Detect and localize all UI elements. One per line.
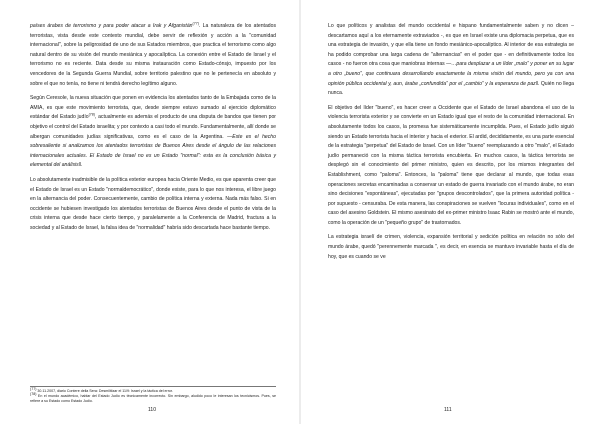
page-number-right: 111 [444,407,452,413]
paragraph-text: La estrategia israelí de crimen, violencia, expansión territorial y sedición política en relación no sólo del mundo árabe, quedó "perennemente marcada ", es decir, en esencia se mantuvo invariable hasta el día de hoy, que es cuando se ve [328,234,574,260]
footnote-text: 30.11.2007, diario Contere della Sera: Desmilitizar el 11/9: Israel y la táctica del error. [37,389,173,394]
footnote-text: En el mundo académico, hablar del Estado Judío es técnicamente incorrecto. Sin embargo, aludido poco le interesan los tecnicismos. Pues, se refiere a su Estado como Estado Judío. [30,393,277,403]
paragraph-text: El objetivo del líder "bueno", es hacer creer a Occidente que el Estado de Israel abandona el uso de la violencia terrorista exterior y se convierte en un Estado igual que el resto de la comunidad internacional. En absolutamente todos los casos, la promesa fue sistemáticamente incumplida. Pues, el Estado judío siguió siendo un Estado terrorista hacia el interior y hacia el exterior. El ardid, decididamente, es una parte esencial de la estrategia "perpetua" del Estado de Israel. Con un líder "bueno" reemplazando a otro "malo", el Estado judío permaneció con la misma táctica terrorista encubierta. En muchos casos, la táctica terrorista se desplegó sin el conocimiento del primer ministro, quien es descrito, por los mismos integrantes del Establishment, como "paloma". Entonces, la "paloma" tiene que declarar al mundo, que todas esas operaciones secretas encaminadas a conservar un estado de guerra invariado con el mundo árabe, no eran sino decisiones "espontáneas", ejecutadas por "grupos descontrolados", que la primera autoridad política - por supuesto - censuraba. De esta manera, las conspiraciones se vuelven "locuras individuales", como en el caso del asesino Goldstein. El mismo asesinato del ex-primer ministro Isaac Rabin se mostró ante el mundo, como la operación de un "pequeño grupo" de trastornados. [328,104,574,226]
paragraph-text: . La naturaleza de los atentados terroristas, vista desde este contexto mundial, debe servir de reflexión y acción a la "comunidad internacional", sobre la peligrosidad de uno de sus Estados miembros, que practica el terrorismo como algo natural dentro de su visión del mundo mesiánica y apocalíptica. La conexión entre el Estado de Israel y el terrorismo no es reciente. Data desde su misma instauración como Estado-cónsjo, impuesto por los vencedores de la Segunda Guerra Mundial, sobre territorio palestino que no le pertenecía en absoluto y sobre el que no tenía, no tiene ni tendrá derecho legítimo alguno. [30,23,277,87]
italic-quote-text: —…para desplazar a un líder „malo‟ y poner en su lugar a otro „bueno‟, que continuara desarrollando exactamente la misma visión del mundo, pero ya con una opinión pública occidental y, aun, árabe „confundida‟ por el „cambio‟ y la esperanza de paz‖. [328,61,574,87]
paragraph-text: Lo que políticos y analistas del mundo occidental e hispano fundamentalmente saben y no dicen – descartamos aquí a los eternamente extraviados -, es que en Israel existe una diplomacia perpetua, que es una estrategia de invasión, y que ella tiene un fondo mesiánico-apocalíptico. Al interior de esa estrategia se ha podido comprobar una larga cadena de "alternancias" en el poder que - en definitivamente todos los casos - no fueron otra cosa que maniobras internas [328,23,574,68]
footnote-mark: (77) [30,387,37,391]
body-paragraph [30,94,276,171]
body-paragraph [30,22,276,89]
italic-quote-text: países árabes de terrorismo y para poder atacar a Irak y Afganistán [30,23,193,29]
paragraph-text: Quién no llega nunca. [328,80,574,97]
left-page [30,22,276,238]
body-paragraph [30,176,276,234]
footnote-mark: (78) [30,391,37,396]
body-paragraph [328,104,574,229]
body-paragraph [328,233,574,262]
paragraph-text: Según Ceresole, la nueva situación que ponen en evidencia los atentados tanto de la Embajada como de la AMIA, es que este movimiento terrorista, que, desde siempre estuvo sumado al ejercicio diplomático estándar del Estado judío [30,95,276,121]
paragraph-text: , actualmente es además el producto de una disputa de bandos que tienen por objetivo el control del Estado israelita; y por contexto a casi todo el mundo. Fundamentalmente, allí donde se albergan comunidades judías significativas, como es el caso de la Argentina. [30,114,276,140]
right-page [328,22,574,267]
body-paragraph [328,22,574,99]
book-gutter [299,0,301,424]
paragraph-text: Lo absolutamente inadmisible de la política exterior europea hacia Oriente Medio, es que aparenta creer que el Estado de Israel es un Estado "normaldemocrático", donde existe, para lo que nos interesa, el libre juego en la alternancia del poder. Consecuentemente, cambio de política interna y externa. Nada más falso. Si en occidente se hubiesen investigado los atentados terroristas de Buenos Aires desde el punto de vista de la crisis interna que desde hace cierto tiempo, y paralelamente a la Conferencia de Madrid, fractura a la sociedad y al Estado de Israel, la falsa idea de "normalidad" habría sido descartada hace bastante tiempo. [30,176,276,231]
footnotes [30,386,276,403]
page-number-left: 110 [148,407,156,413]
footnote-reference: (78) [88,112,95,117]
italic-quote-text: —Este es el hecho sobresaliente si analizamos los atentados terroristas de Buenos Aires desde el ángulo de las relaciones internacionales actuales. El Estado de Israel no es un Estado "normal": esta es la conclusión básica y elemental del análisis‖. [30,133,276,169]
footnote-reference: (77) [192,21,199,26]
